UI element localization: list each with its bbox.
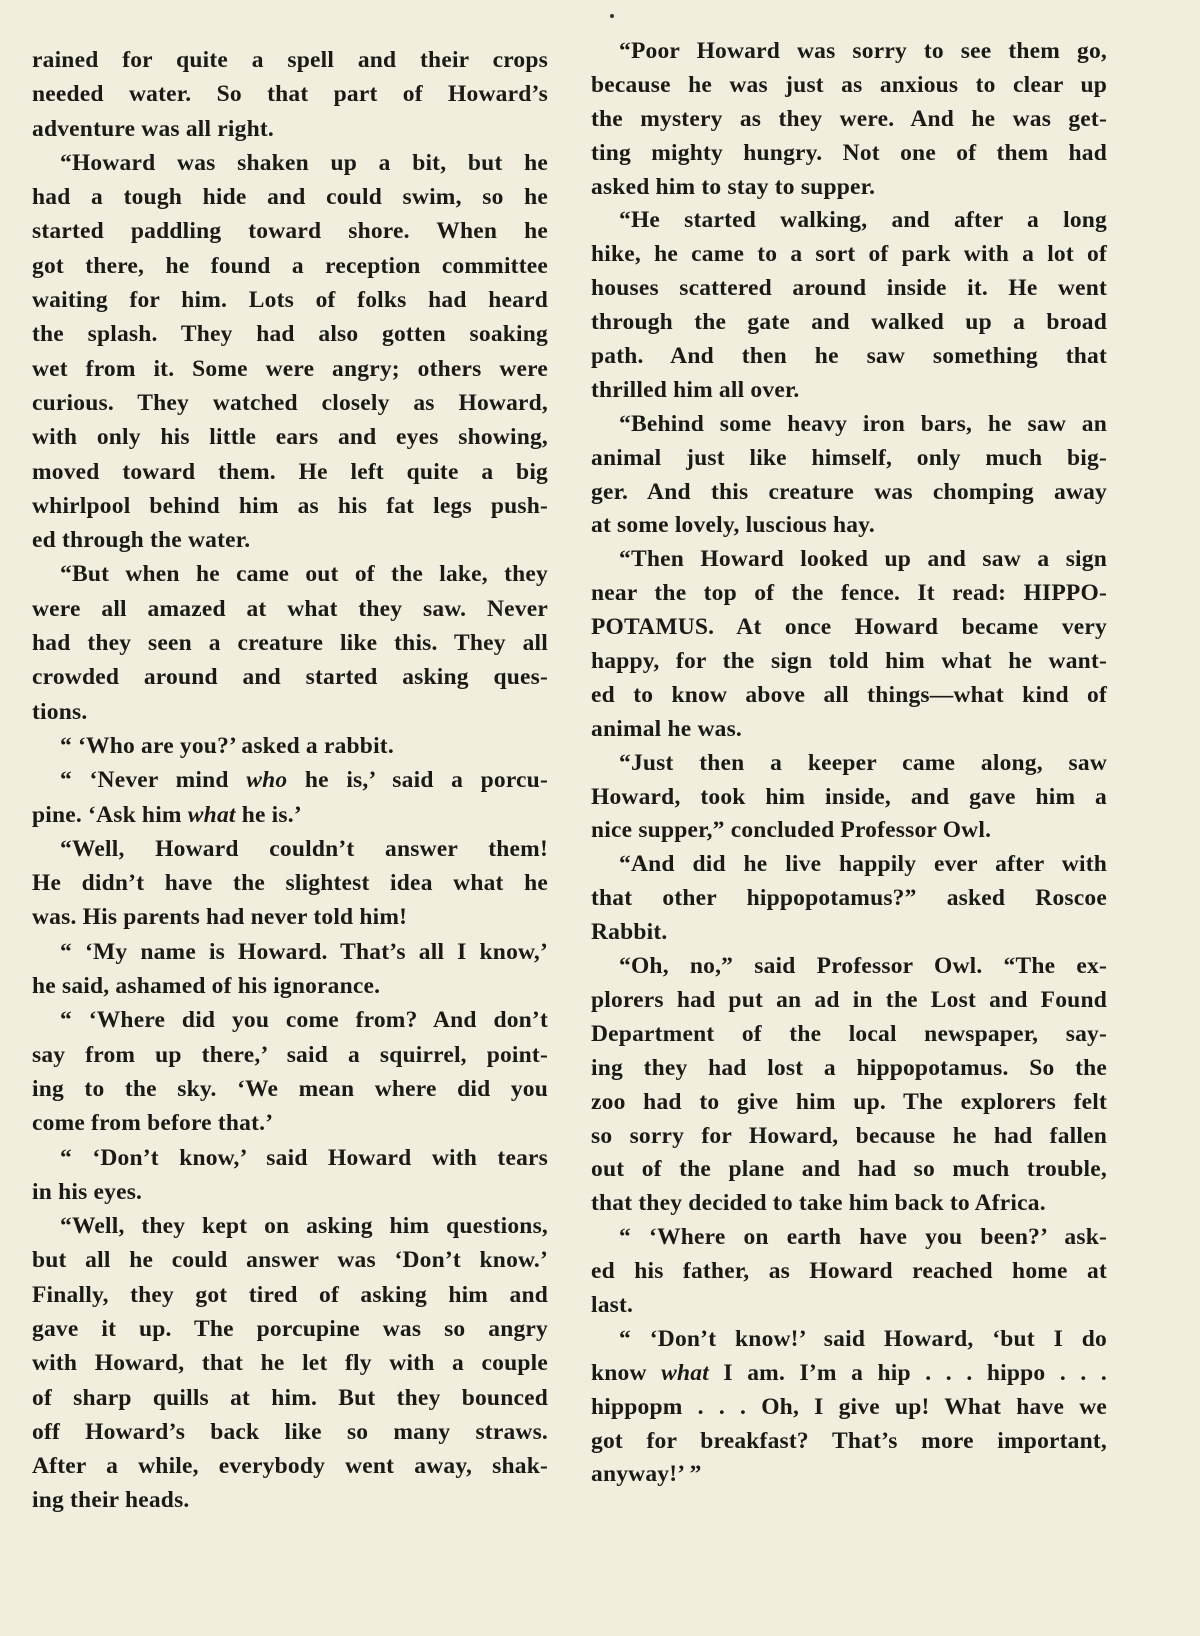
paragraph (32, 763, 548, 832)
italic-word: who (246, 767, 288, 794)
text-line: ing to the sky. ‘We mean where did you (32, 1075, 548, 1102)
text-line: out of the plane and had so much trouble, (591, 1156, 1107, 1183)
text-line: “Well, Howard couldn’t answer them! (60, 835, 548, 862)
text-line: “ ‘My name is Howard. That’s all I know,’ (60, 938, 548, 965)
italic-word: what (661, 1359, 709, 1386)
print-speck (610, 14, 614, 18)
text-line: animal he was. (591, 715, 742, 742)
text-line: were all amazed at what they saw. Never (32, 595, 548, 622)
text-segment: he is,’ said a porcu- (287, 767, 548, 794)
text-line: last. (591, 1291, 634, 1318)
text-line: had a tough hide and could swim, so he (32, 184, 548, 211)
text-line: zoo had to give him up. The explorers felt (591, 1088, 1107, 1115)
paragraph (32, 935, 548, 1004)
text-line: needed water. So that part of Howard’s (32, 81, 548, 108)
text-line: hippopm . . . Oh, I give up! What have we (591, 1393, 1107, 1420)
text-line: got for breakfast? That’s more important, (591, 1427, 1107, 1454)
text-line: He didn’t have the slightest idea what he (32, 870, 548, 897)
text-segment: know (591, 1359, 662, 1386)
paragraph (591, 35, 1107, 204)
paragraph (591, 408, 1107, 544)
text-line: path. And then he saw something that (591, 343, 1107, 370)
text-line: gave it up. The porcupine was so angry (32, 1315, 548, 1342)
paragraph (591, 950, 1107, 1221)
text-line: “Just then a keeper came along, saw (619, 749, 1107, 776)
text-line (32, 798, 548, 832)
text-line: at some lovely, luscious hay. (591, 512, 875, 539)
text-line: POTAMUS. At once Howard became very (591, 614, 1107, 641)
text-line: Finally, they got tired of asking him and (32, 1281, 548, 1308)
text-line: the splash. They had also gotten soaking (32, 321, 548, 348)
text-line: “But when he came out of the lake, they (60, 561, 548, 588)
text-line: moved toward them. He left quite a big (32, 458, 548, 485)
text-line: hike, he came to a sort of park with a lot of (591, 241, 1107, 268)
text-line: say from up there,’ said a squirrel, point- (32, 1041, 548, 1068)
text-line: but all he could answer was ‘Don’t know.’ (32, 1247, 548, 1274)
text-line: whirlpool behind him as his fat legs push- (32, 492, 548, 519)
text-line: Rabbit. (591, 919, 668, 946)
text-line: got there, he found a reception committee (32, 252, 548, 279)
text-line (32, 763, 548, 797)
text-line: ed to know above all things—what kind of (591, 681, 1107, 708)
text-line: ger. And this creature was chomping away (591, 478, 1107, 505)
text-line: “Well, they kept on asking him questions, (60, 1213, 548, 1240)
text-line: he said, ashamed of his ignorance. (32, 973, 381, 1000)
text-line: thrilled him all over. (591, 376, 800, 403)
text-line: in his eyes. (32, 1178, 143, 1205)
paragraph (32, 1141, 548, 1210)
text-segment: pine. ‘Ask him (32, 801, 188, 828)
text-segment: “ ‘Never mind (60, 767, 247, 794)
text-line: wet from it. Some were angry; others were (32, 355, 548, 382)
paragraph (32, 832, 548, 935)
paragraph (32, 729, 548, 763)
text-line: nice supper,” concluded Professor Owl. (591, 817, 992, 844)
text-line: houses scattered around inside it. He went (591, 275, 1107, 302)
text-line: that other hippopotamus?” asked Roscoe (591, 885, 1107, 912)
text-line: asked him to stay to supper. (591, 173, 876, 200)
paragraph (591, 1323, 1107, 1492)
text-line: curious. They watched closely as Howard, (32, 389, 548, 416)
text-line: off Howard’s back like so many straws. (32, 1418, 548, 1445)
left-column (32, 43, 548, 1518)
right-column (591, 35, 1107, 1492)
paragraph (591, 543, 1107, 746)
text-line: anyway!’ ” (591, 1461, 702, 1488)
text-line: rained for quite a spell and their crops (32, 47, 548, 73)
text-line: “And did he live happily ever after with (619, 851, 1107, 878)
text-line: ing they had lost a hippopotamus. So the (591, 1054, 1107, 1081)
paragraph (32, 1209, 548, 1518)
text-line: through the gate and walked up a broad (591, 309, 1107, 336)
text-line: ing their heads. (32, 1487, 190, 1514)
text-line: “ ‘Don’t know!’ said Howard, ‘but I do (619, 1325, 1107, 1352)
text-line: Department of the local newspaper, say- (591, 1020, 1107, 1047)
paragraph (591, 1221, 1107, 1323)
text-line: ed his father, as Howard reached home at (591, 1258, 1107, 1285)
text-line: “Then Howard looked up and saw a sign (619, 546, 1107, 573)
text-line: “Oh, no,” said Professor Owl. “The ex- (619, 953, 1107, 980)
text-line: near the top of the fence. It read: HIPPO- (591, 580, 1107, 607)
text-line: “ ‘Who are you?’ asked a rabbit. (60, 732, 394, 759)
text-line: “Behind some heavy iron bars, he saw an (619, 410, 1107, 437)
text-line: the mystery as they were. And he was get- (591, 105, 1107, 132)
text-line: “Howard was shaken up a bit, but he (60, 149, 548, 176)
text-line: come from before that.’ (32, 1110, 274, 1137)
text-line: had they seen a creature like this. They all (32, 630, 548, 657)
text-line: “ ‘Where on earth have you been?’ ask- (619, 1224, 1107, 1251)
paragraph (591, 204, 1107, 407)
text-line: animal just like himself, only much big- (591, 444, 1107, 471)
text-line: was. His parents had never told him! (32, 904, 408, 931)
paragraph (32, 557, 548, 728)
text-line: “ ‘Don’t know,’ said Howard with tears (60, 1144, 548, 1171)
text-line: crowded around and started asking ques- (32, 664, 548, 691)
text-line: After a while, everybody went away, shak- (32, 1453, 548, 1480)
text-line: so sorry for Howard, because he had fallen (591, 1122, 1107, 1149)
text-line: tions. (32, 698, 88, 725)
italic-word: what (187, 801, 236, 828)
text-line: “ ‘Where did you come from? And don’t (60, 1007, 548, 1034)
text-segment: he is.’ (235, 801, 302, 828)
text-line: adventure was all right. (32, 115, 274, 142)
text-line: Howard, took him inside, and gave him a (591, 783, 1107, 810)
paragraph (32, 146, 548, 558)
text-line: started paddling toward shore. When he (32, 218, 548, 245)
text-segment: I am. I’m a hip . . . hippo . . . (708, 1359, 1107, 1386)
paragraph (32, 43, 548, 146)
paragraph (32, 1003, 548, 1140)
text-line: waiting for him. Lots of folks had heard (32, 287, 548, 314)
text-line: with Howard, that he let fly with a couple (32, 1350, 548, 1377)
text-line: happy, for the sign told him what he want- (591, 648, 1107, 675)
text-line: ting mighty hungry. Not one of them had (591, 139, 1107, 166)
text-line: because he was just as anxious to clear up (591, 71, 1107, 98)
text-line: “He started walking, and after a long (619, 207, 1107, 234)
text-line: “Poor Howard was sorry to see them go, (619, 38, 1107, 64)
paragraph (591, 848, 1107, 950)
text-line: ed through the water. (32, 527, 251, 554)
text-line: with only his little ears and eyes showing, (32, 424, 548, 451)
text-line: of sharp quills at him. But they bounced (32, 1384, 548, 1411)
text-line: that they decided to take him back to Africa. (591, 1190, 1046, 1217)
paragraph (591, 747, 1107, 849)
text-line (591, 1357, 1107, 1391)
text-line: plorers had put an ad in the Lost and Found (591, 986, 1107, 1013)
